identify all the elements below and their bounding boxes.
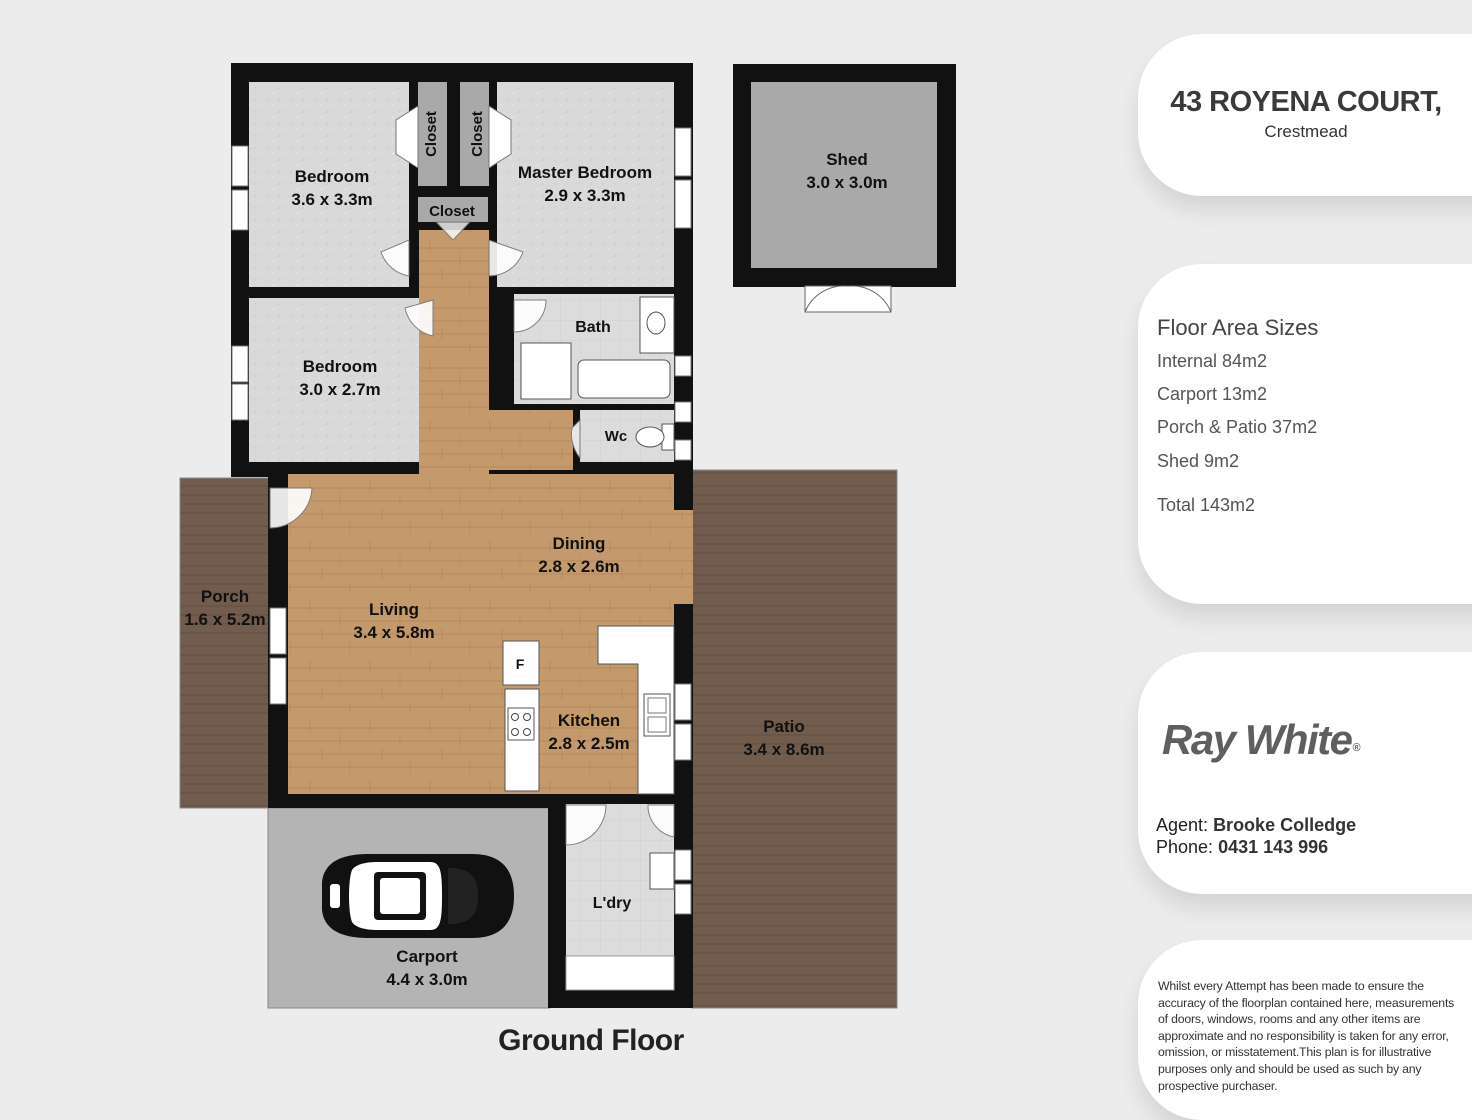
porch-floor	[180, 478, 270, 808]
closet-2-label: Closet	[469, 111, 486, 157]
address-street: 43 ROYENA COURT,	[1170, 86, 1442, 118]
master-bedroom-size: 2.9 x 3.3m	[544, 186, 626, 205]
bedroom-3-name: Bedroom	[302, 357, 378, 376]
living-size: 3.4 x 5.8m	[353, 623, 435, 642]
patio-floor	[692, 470, 897, 1008]
patio-name: Patio	[763, 717, 805, 736]
carport-name: Carport	[396, 947, 458, 966]
dining-size: 2.8 x 2.6m	[538, 557, 620, 576]
carport-size: 4.4 x 3.0m	[386, 970, 468, 989]
floor-title: Ground Floor	[498, 1024, 684, 1057]
dining-name: Dining	[552, 534, 606, 553]
bedroom-2-size: 3.6 x 3.3m	[291, 190, 373, 209]
closet-1-label: Closet	[423, 111, 440, 157]
floor-area-shed: Shed 9m2	[1157, 451, 1240, 471]
floor-area-internal: Internal 84m2	[1157, 351, 1268, 371]
fridge-label: F	[515, 656, 525, 672]
ray-white-logo	[1162, 716, 1359, 764]
floor-area-heading: Floor Area Sizes	[1157, 315, 1319, 340]
floor-area-porch-patio: Porch & Patio 37m2	[1157, 417, 1318, 437]
master-bedroom-floor	[497, 82, 674, 287]
kitchen-name: Kitchen	[557, 711, 621, 730]
patio-size: 3.4 x 8.6m	[743, 740, 825, 759]
floor-area-total: Total 143m2	[1157, 495, 1256, 515]
phone-label: Phone:	[1156, 837, 1214, 857]
agent-name: Brooke Colledge	[1213, 815, 1357, 835]
bedroom-3-size: 3.0 x 2.7m	[299, 380, 381, 399]
shed-size: 3.0 x 3.0m	[806, 173, 888, 192]
agent-phone-line	[1156, 837, 1328, 858]
closet-3-label: Closet	[429, 203, 475, 220]
master-bedroom-name: Master Bedroom	[517, 163, 653, 182]
shed-door	[805, 286, 891, 312]
bathtub	[578, 360, 670, 398]
logo-text: Ray White	[1162, 716, 1352, 763]
porch-size: 1.6 x 5.2m	[184, 610, 266, 629]
living-name: Living	[368, 600, 420, 619]
laundry-tub	[650, 853, 674, 889]
wc-label: Wc	[604, 428, 628, 445]
shower	[521, 343, 571, 399]
hall-side-floor	[489, 410, 573, 470]
agent-name-line	[1156, 815, 1356, 836]
floor-area-carport: Carport 13m2	[1157, 384, 1268, 404]
address-card	[1138, 34, 1472, 196]
phone-number[interactable]: 0431 143 996	[1218, 837, 1329, 857]
shed-name: Shed	[826, 150, 868, 169]
car-icon	[322, 854, 514, 938]
hall-floor	[419, 230, 489, 480]
laundry-bench	[566, 956, 674, 990]
bath-label: Bath	[575, 319, 611, 336]
laundry-label: L'dry	[592, 895, 632, 912]
address-suburb: Crestmead	[1264, 122, 1348, 141]
logo-registered-mark: ®	[1352, 742, 1360, 754]
kitchen-size: 2.8 x 2.5m	[548, 734, 630, 753]
toilet-bowl	[636, 427, 664, 447]
agent-label: Agent:	[1156, 815, 1209, 835]
vanity-basin	[647, 312, 665, 334]
disclaimer-text: Whilst every Attempt has been made to ensure the accuracy of the floorplan contained here, measurements of doors, windows, rooms and any other items are approximate and no responsibility is taken for any error, omission, or misstatement.This plan is for illustrative purposes only and should be used as such by any prospective purchaser.	[1158, 979, 1455, 1093]
porch-name: Porch	[200, 587, 250, 606]
bedroom-2-name: Bedroom	[294, 167, 370, 186]
cooktop	[508, 708, 534, 740]
